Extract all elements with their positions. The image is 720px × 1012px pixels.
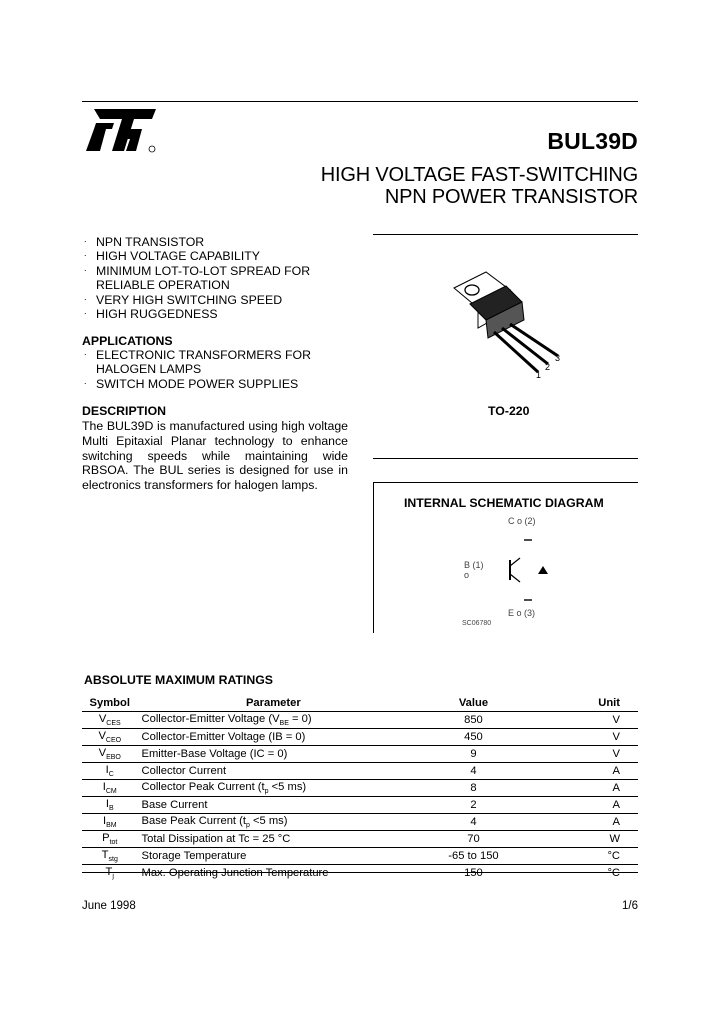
rating-symbol: $T_{stg}$ — [82, 848, 138, 865]
rating-symbol: $V_{EBO}$ — [82, 746, 138, 763]
col-symbol: Symbol — [89, 697, 130, 709]
ratings-row — [82, 729, 638, 746]
rating-parameter: Storage Temperature — [138, 848, 406, 865]
ratings-row — [82, 814, 638, 831]
rating-symbol: $V_{CES}$ — [82, 712, 138, 729]
application-item: . ELECTRONIC TRANSFORMERS FOR HALOGEN LAMPS — [84, 347, 311, 377]
rating-parameter: Total Dissipation at Tc = 25 °C — [138, 831, 406, 848]
right-rule-mid — [373, 458, 638, 459]
rating-unit: A — [542, 814, 638, 831]
footer-date: June 1998 — [82, 900, 136, 912]
rating-unit: V — [542, 746, 638, 763]
rating-symbol: $I_B$ — [82, 797, 138, 814]
rating-parameter: Base Peak Current ($t_p <5$ ms) — [138, 814, 406, 831]
pin-label-3: 3 — [555, 353, 561, 363]
applications-list — [84, 348, 364, 391]
feature-item: . MINIMUM LOT-TO-LOT SPREAD FOR RELIABLE OPERATION — [84, 262, 311, 293]
col-unit: Unit — [598, 697, 620, 709]
rating-symbol: $I_C$ — [82, 763, 138, 780]
rating-value: -65 to 150 — [405, 848, 542, 865]
col-parameter: Parameter — [245, 697, 301, 709]
right-rule-top — [373, 234, 638, 235]
ratings-header-row — [82, 695, 638, 712]
rating-value: 4 — [405, 814, 542, 831]
ratings-row — [82, 763, 638, 780]
rating-parameter: Collector-Emitter Voltage (IB = 0) — [138, 729, 406, 746]
schematic-pin-e: E o (3) — [508, 608, 536, 618]
schematic-code: SC06780 — [462, 620, 492, 627]
rating-symbol: $V_{CEO}$ — [82, 729, 138, 746]
rating-value: 70 — [405, 831, 542, 848]
rating-parameter: Max. Operating Junction Temperature — [138, 865, 406, 882]
ratings-row — [82, 797, 638, 814]
package-label: TO-220 — [488, 404, 530, 418]
ratings-bottom-rule — [82, 872, 638, 873]
rating-symbol: $I_{CM}$ — [82, 780, 138, 797]
rating-parameter: Collector Current — [138, 763, 406, 780]
footer-page: 1/6 — [622, 900, 638, 912]
feature-item: . VERY HIGH SWITCHING SPEED — [84, 291, 283, 307]
rating-value: 450 — [405, 729, 542, 746]
title-line-2: NPN POWER TRANSISTOR — [384, 186, 638, 208]
ratings-title: ABSOLUTE MAXIMUM RATINGS — [84, 673, 273, 687]
rating-symbol: $I_{BM}$ — [82, 814, 138, 831]
st-logo-icon — [84, 107, 158, 153]
rating-parameter: Collector-Emitter Voltage $(V_{BE} = 0)$ — [138, 712, 406, 729]
rating-unit: W — [542, 831, 638, 848]
to220-package-icon — [448, 268, 588, 384]
ratings-table — [82, 695, 638, 881]
rating-unit: V — [542, 712, 638, 729]
top-rule — [82, 101, 638, 102]
npn-transistor-symbol-icon — [486, 530, 566, 610]
rating-unit: V — [542, 729, 638, 746]
ratings-row — [82, 780, 638, 797]
rating-symbol: $P_{tot}$ — [82, 831, 138, 848]
ratings-row — [82, 712, 638, 729]
rating-unit: °C — [542, 848, 638, 865]
title-line-1: HIGH VOLTAGE FAST-SWITCHING — [320, 164, 638, 186]
ratings-row — [82, 746, 638, 763]
rating-unit: °C — [542, 865, 638, 882]
rating-unit: A — [542, 763, 638, 780]
applications-heading: APPLICATIONS — [82, 334, 173, 348]
rating-value: 4 — [405, 763, 542, 780]
schematic-title: INTERNAL SCHEMATIC DIAGRAM — [404, 496, 604, 510]
rating-parameter: Emitter-Base Voltage (IC = 0) — [138, 746, 406, 763]
feature-item: . HIGH VOLTAGE CAPABILITY — [84, 248, 260, 264]
rating-symbol: $T_j$ — [82, 865, 138, 882]
document-title — [321, 164, 638, 208]
rating-value: 2 — [405, 797, 542, 814]
rating-unit: A — [542, 780, 638, 797]
rating-value: 850 — [405, 712, 542, 729]
rating-value: 8 — [405, 780, 542, 797]
application-item: . SWITCH MODE POWER SUPPLIES — [84, 375, 299, 391]
features-list — [84, 235, 364, 321]
description-text: The BUL39D is manufactured using high voltage Multi Epitaxial Planar technology to enhance switching speeds while maintaining wide RBSOA. The BUL series is designed for use in electronics transformers for halogen lamps. — [82, 419, 348, 493]
description-heading: DESCRIPTION — [82, 404, 167, 418]
rating-unit: A — [542, 797, 638, 814]
feature-item: . HIGH RUGGEDNESS — [84, 306, 218, 322]
col-value: Value — [458, 697, 489, 709]
rating-parameter: Base Current — [138, 797, 406, 814]
rating-value: 150 — [405, 865, 542, 882]
rating-parameter: Collector Peak Current ($t_p <5$ ms) — [138, 780, 406, 797]
feature-item: . NPN TRANSISTOR — [84, 234, 205, 249]
ratings-row — [82, 848, 638, 865]
ratings-row — [82, 831, 638, 848]
schematic-pin-b: B (1) o — [464, 560, 484, 580]
schematic-pin-c: C o (2) — [508, 516, 536, 526]
pin-label-1: 1 — [536, 370, 542, 380]
pin-label-2: 2 — [545, 362, 551, 372]
rating-value: 9 — [405, 746, 542, 763]
part-number: BUL39D — [547, 128, 638, 154]
ratings-body — [82, 712, 638, 882]
